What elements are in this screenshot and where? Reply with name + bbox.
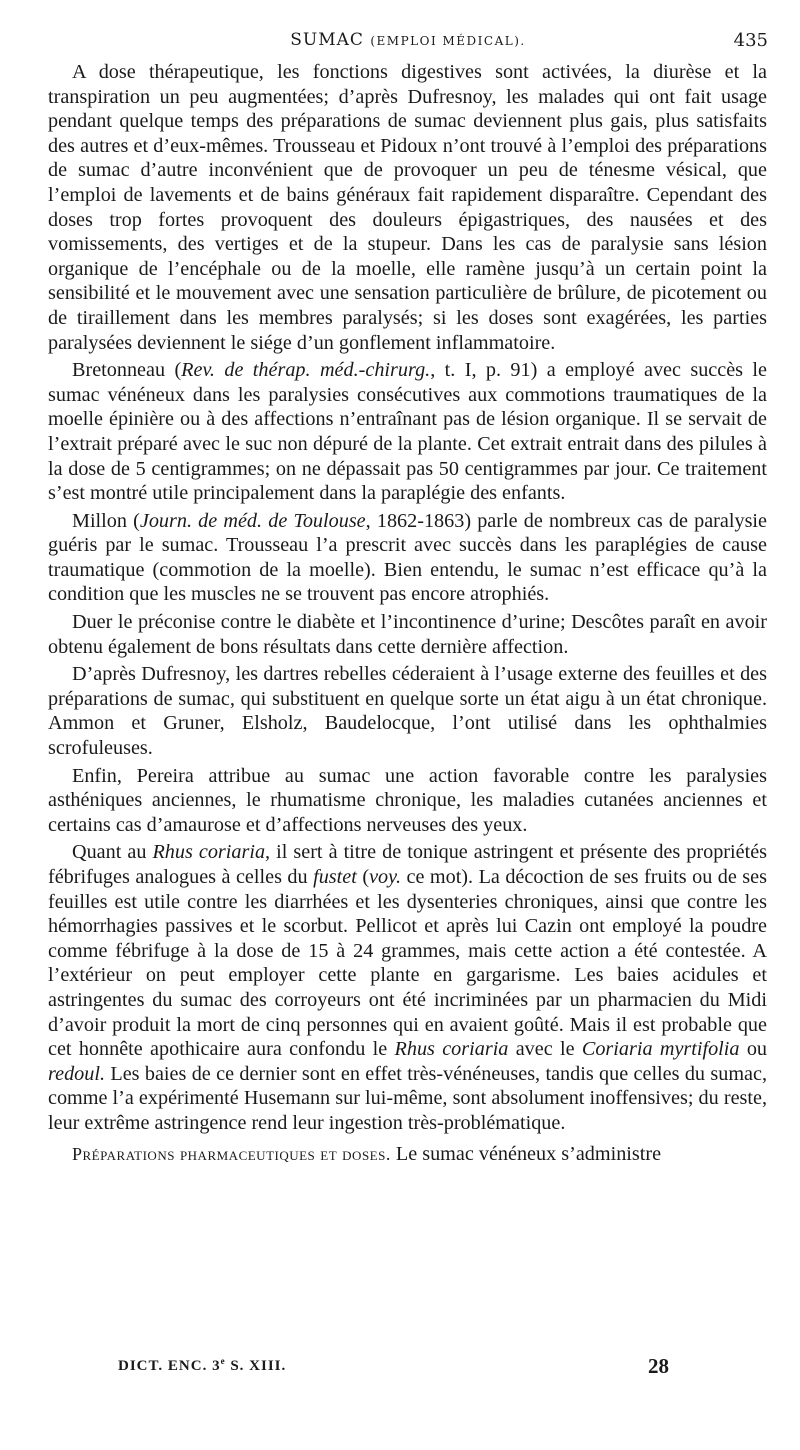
italic-run: redoul. <box>48 1062 106 1085</box>
text-run: Enfin, Pereira attribue au sumac une action favorable contre les paralysies asthéniques anciennes, le rhumatisme chronique, les maladies cutanées anciennes et certains cas d’amaurose et d’affections nerveuses des yeux. <box>48 764 767 836</box>
footer <box>118 1354 688 1382</box>
paragraph <box>48 662 767 760</box>
paragraph <box>48 1142 767 1167</box>
paragraph <box>48 610 767 659</box>
text-run: A dose thérapeutique, les fonctions digestives sont activées, la diurèse et la transpiration un peu augmentées; d’après Dufresnoy, les malades qui ont fait usage pendant quelque temps des préparations de sumac deviennent plus gais, plus satisfaits des autres et d’eux-mêmes. Trousseau et Pidoux n’ont trouvé à l’emploi des préparations de sumac d’autre inconvénient que de provoquer un peu de ténesme vésical, que l’emploi de lavements et de bains généraux fait rapidement disparaître. Cependant des doses trop fortes provoquent des douleurs épigastriques, des nausées et des vomissements, des vertiges et de la stupeur. Dans les cas de paralysie sans lésion organique de l’encéphale ou de la moelle, elle ramène jusqu’à un certain point la sensibilité et le mouvement avec une sensation particulière de brûlure, de picotement ou de tiraillement dans les membres paralysés; si les doses sont exagérées, les parties paralysées deviennent le siége d’un gonflement inflammatoire. <box>48 61 767 354</box>
text-run: D’après Dufresnoy, les dartres rebelles céderaient à l’usage externe des feuilles et des préparations de sumac, qui substituent en quelque sorte un état aigu à un état chronique. Ammon et Gruner, Elsholz, Baudelocque, l’ont utilisé dans les ophthalmies scrofuleuses. <box>48 663 767 760</box>
text-run: , t. I, p. 91) a employé avec succès le sumac vénéneux dans les paralysies consécutives aux commotions traumatiques de la moelle épinière ou à des affections n’entraînant pas de lésion organique. Il se servait de l’extrait préparé avec le suc non dépuré de la plante. Cet extrait entrait dans des pilules à la dose de 5 centigrammes; on ne dépassait pas 50 centigrammes par jour. Ce traitement s’est montré utile principalement dans la paraplégie des enfants. <box>48 359 767 505</box>
paragraph <box>48 509 767 607</box>
running-title-main: SUMAC <box>290 30 364 50</box>
text-run: Millon ( <box>72 509 140 532</box>
italic-run: Rev. de thérap. méd.-chirurg. <box>181 359 431 382</box>
text-run: ce mot). La décoction de ses fruits ou de ses feuilles est utile contre les diarrhées et les dysenteries chroniques, ainsi que contre les hémorrhagies passives et le scorbut. Pellicot et après lui Cazin ont employé la poudre comme fébrifuge à la dose de 15 à 24 grammes, mais cette action a été contestée. A l’extérieur on peut employer cette plante en gargarisme. Les baies acidules et astringentes du sumac des corroyeurs ont été incriminées par un pharmacien du Midi d’avoir produit la mort de cinq personnes qui en avaient goûté. Mais il est probable que cet honnête apothicaire aura confondu le <box>48 866 767 1061</box>
paragraph <box>48 358 767 506</box>
italic-run: fustet <box>313 866 357 888</box>
italic-run: Rhus coriaria <box>394 1038 509 1061</box>
body-text <box>48 60 767 1169</box>
italic-run: Coriaria myrtifolia <box>581 1038 740 1061</box>
paragraph <box>48 60 767 355</box>
text-run: Le sumac vénéneux s’administre <box>390 1142 662 1165</box>
italic-run: Journ. de méd. de Toulouse <box>139 509 366 532</box>
signature-number: 28 <box>648 1354 669 1378</box>
paragraph <box>48 840 767 1135</box>
text-run: Bretonneau ( <box>72 359 182 382</box>
text-run: Duer le préconise contre le diabète et l’incontinence d’urine; Descôtes paraît en avoir obtenu également de bons résultats dans cette dernière affection. <box>48 611 767 658</box>
text-run: il sert à titre de tonique astringent et présente des propriétés fébrifuges analogues à celles du <box>48 841 768 888</box>
italic-run: Rhus coriaria, <box>152 841 271 864</box>
running-title-sub: (EMPLOI MÉDICAL). <box>370 34 526 48</box>
printer-signature: DICT. ENC. 3e S. XIII. <box>118 1356 287 1374</box>
running-title <box>48 30 768 50</box>
text-run: , 1862-1863) parle de nombreux cas de paralysie guéris par le sumac. Trousseau l’a prescrit avec succès dans les paraplégies de cause traumatique (commotion de la moelle). Bien entendu, le sumac n’est efficace qu’à la condition que les muscles ne se trouvent pas encore atrophiés. <box>48 509 767 606</box>
small-caps-run: Préparations pharmaceutiques et doses. <box>72 1143 391 1164</box>
text-run: ou <box>739 1038 767 1061</box>
text-run: Les baies de ce dernier sont en effet très-vénéneuses, tandis que celles du sumac, comme l’a expérimenté Husemann sur lui-même, sont absolument inoffensives; du reste, leur extrême astringence rend leur ingestion très-problématique. <box>48 1062 767 1134</box>
running-head <box>48 30 768 56</box>
text-run: Quant au <box>72 841 153 864</box>
italic-run: voy. <box>369 866 402 888</box>
text-run: ( <box>356 866 370 888</box>
text-run: avec le <box>508 1038 582 1061</box>
page-number: 435 <box>733 30 768 51</box>
paragraph <box>48 764 767 838</box>
